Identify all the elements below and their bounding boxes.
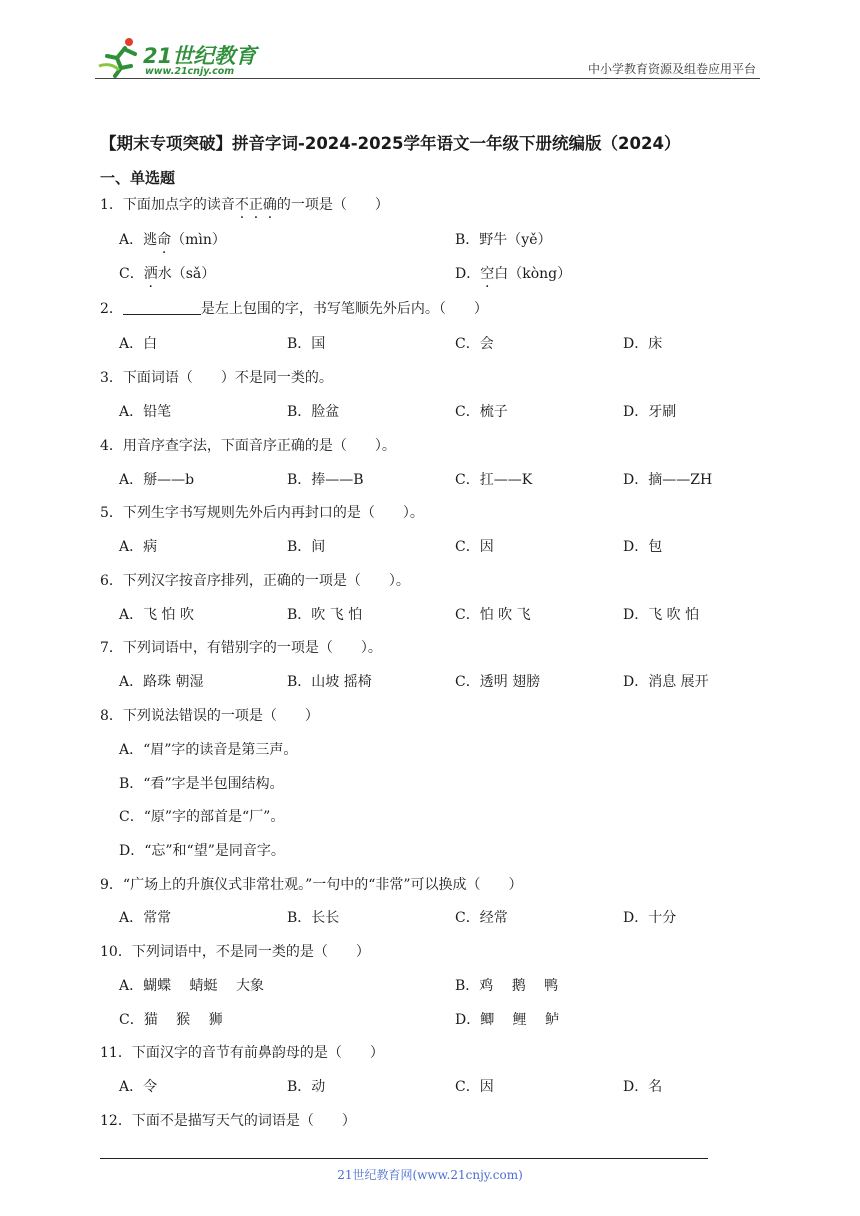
question-text: 的一项是（ ） bbox=[276, 197, 389, 213]
site-logo[interactable] bbox=[95, 34, 295, 78]
option-d[interactable]: D．包 bbox=[623, 539, 663, 555]
question-6-stem: 6．下列汉字按音序排列，正确的一项是（ ）。 bbox=[100, 573, 410, 589]
option-d[interactable]: D．“忘”和“望”是同音字。 bbox=[119, 843, 285, 859]
dotted-char: 正 bbox=[248, 197, 263, 213]
option-a[interactable]: A．令 bbox=[119, 1079, 158, 1095]
dotted-char: 洒 bbox=[143, 266, 158, 282]
question-2-stem bbox=[100, 298, 488, 318]
option-c[interactable]: C．因 bbox=[455, 539, 494, 555]
option-c[interactable]: C．因 bbox=[455, 1079, 494, 1095]
option-a[interactable] bbox=[119, 229, 226, 249]
question-7-stem: 7．下列词语中，有错别字的一项是（ ）。 bbox=[100, 640, 382, 656]
logo-text: 21世纪教育 bbox=[143, 44, 257, 68]
question-10-stem: 10．下列词语中，不是同一类的是（ ） bbox=[100, 944, 370, 960]
option-c[interactable]: C．怕 吹 飞 bbox=[455, 607, 531, 623]
option-b[interactable]: B．长长 bbox=[287, 910, 340, 926]
option-d[interactable] bbox=[455, 263, 571, 283]
option-d[interactable]: D．飞 吹 怕 bbox=[623, 607, 700, 623]
question-3-stem: 3．下面词语（ ）不是同一类的。 bbox=[100, 370, 333, 386]
question-9-stem: 9．“广场上的升旗仪式非常壮观。”一句中的“非常”可以换成（ ） bbox=[100, 877, 523, 893]
option-d[interactable]: D．十分 bbox=[623, 910, 677, 926]
option-c[interactable]: C．透明 翅膀 bbox=[455, 674, 541, 690]
question-8-stem: 8．下列说法错误的一项是（ ） bbox=[100, 708, 319, 724]
option-c[interactable]: C．经常 bbox=[455, 910, 508, 926]
option-a[interactable]: A．掰——b bbox=[119, 472, 195, 488]
option-a[interactable]: A．白 bbox=[119, 336, 158, 352]
option-a[interactable]: A．常常 bbox=[119, 910, 172, 926]
option-text: 水（sǎ） bbox=[157, 266, 216, 282]
option-c[interactable]: C．“原”字的部首是“厂”。 bbox=[119, 809, 285, 825]
option-c[interactable]: C．猫 猴 狮 bbox=[119, 1012, 223, 1028]
option-a[interactable]: A．飞 怕 吹 bbox=[119, 607, 195, 623]
option-b[interactable]: B．国 bbox=[287, 336, 326, 352]
option-label: C． bbox=[119, 266, 144, 282]
logo-url: www.21cnjy.com bbox=[145, 66, 235, 77]
option-b[interactable]: B．吹 飞 怕 bbox=[287, 607, 363, 623]
option-label: D． bbox=[455, 266, 481, 282]
option-b[interactable]: B．间 bbox=[287, 539, 326, 555]
option-c[interactable] bbox=[119, 263, 215, 283]
option-a[interactable]: A．铅笔 bbox=[119, 404, 172, 420]
option-d[interactable]: D．床 bbox=[623, 336, 663, 352]
question-text: 1．下面加点字的读音 bbox=[100, 197, 235, 213]
option-d[interactable]: D．消息 展开 bbox=[623, 674, 709, 690]
section-heading: 一、单选题 bbox=[100, 169, 176, 187]
question-4-stem: 4．用音序查字法，下面音序正确的是（ ）。 bbox=[100, 438, 396, 454]
question-11-stem: 11．下面汉字的音节有前鼻韵母的是（ ） bbox=[100, 1045, 384, 1061]
option-d[interactable]: D．名 bbox=[623, 1079, 663, 1095]
question-text: 是左上包围的字，书写笔顺先外后内。（ ） bbox=[200, 301, 488, 317]
question-1-stem bbox=[100, 194, 389, 214]
option-d[interactable]: D．牙刷 bbox=[623, 404, 677, 420]
option-d[interactable]: D．鲫 鲤 鲈 bbox=[455, 1012, 560, 1028]
option-a[interactable]: A．病 bbox=[119, 539, 158, 555]
option-text: （mìn） bbox=[171, 232, 226, 248]
option-c[interactable]: C．会 bbox=[455, 336, 494, 352]
option-a[interactable]: A．路珠 朝湿 bbox=[119, 674, 204, 690]
footer-divider bbox=[100, 1158, 708, 1159]
dotted-char: 空 bbox=[480, 266, 495, 282]
option-b[interactable]: B．野牛（yě） bbox=[455, 232, 552, 248]
header-divider bbox=[95, 78, 760, 79]
dotted-char: 确 bbox=[262, 197, 277, 213]
answer-blank[interactable] bbox=[123, 300, 201, 315]
option-text: 白（kòng） bbox=[494, 266, 572, 282]
option-b[interactable]: B．动 bbox=[287, 1079, 326, 1095]
option-d[interactable]: D．摘——ZH bbox=[623, 472, 713, 488]
option-c[interactable]: C．梳子 bbox=[455, 404, 508, 420]
question-12-stem: 12．下面不是描写天气的词语是（ ） bbox=[100, 1113, 356, 1129]
runner-logo-icon bbox=[97, 36, 143, 78]
question-5-stem: 5．下列生字书写规则先外后内再封口的是（ ）。 bbox=[100, 505, 424, 521]
option-b[interactable]: B．“看”字是半包围结构。 bbox=[119, 776, 284, 792]
option-b[interactable]: B．捧——B bbox=[287, 472, 364, 488]
option-a[interactable]: A．“眉”字的读音是第三声。 bbox=[119, 742, 298, 758]
document-title: 【期末专项突破】拼音字词-2024-2025学年语文一年级下册统编版（2024） bbox=[100, 134, 681, 153]
option-c[interactable]: C．扛——K bbox=[455, 472, 533, 488]
header-tagline: 中小学教育资源及组卷应用平台 bbox=[587, 62, 756, 76]
dotted-char: 命 bbox=[157, 232, 172, 248]
page-header bbox=[95, 30, 760, 80]
footer-link[interactable]: 21世纪教育网(www.21cnjy.com) bbox=[337, 1168, 523, 1182]
option-a[interactable]: A．蝴蝶 蜻蜓 大象 bbox=[119, 978, 265, 994]
option-b[interactable]: B．脸盆 bbox=[287, 404, 340, 420]
option-b[interactable]: B．鸡 鹅 鸭 bbox=[455, 978, 559, 994]
dotted-char: 不 bbox=[234, 197, 249, 213]
option-b[interactable]: B．山坡 摇椅 bbox=[287, 674, 372, 690]
option-label: A．逃 bbox=[119, 232, 158, 248]
question-text: 2． bbox=[100, 301, 123, 317]
